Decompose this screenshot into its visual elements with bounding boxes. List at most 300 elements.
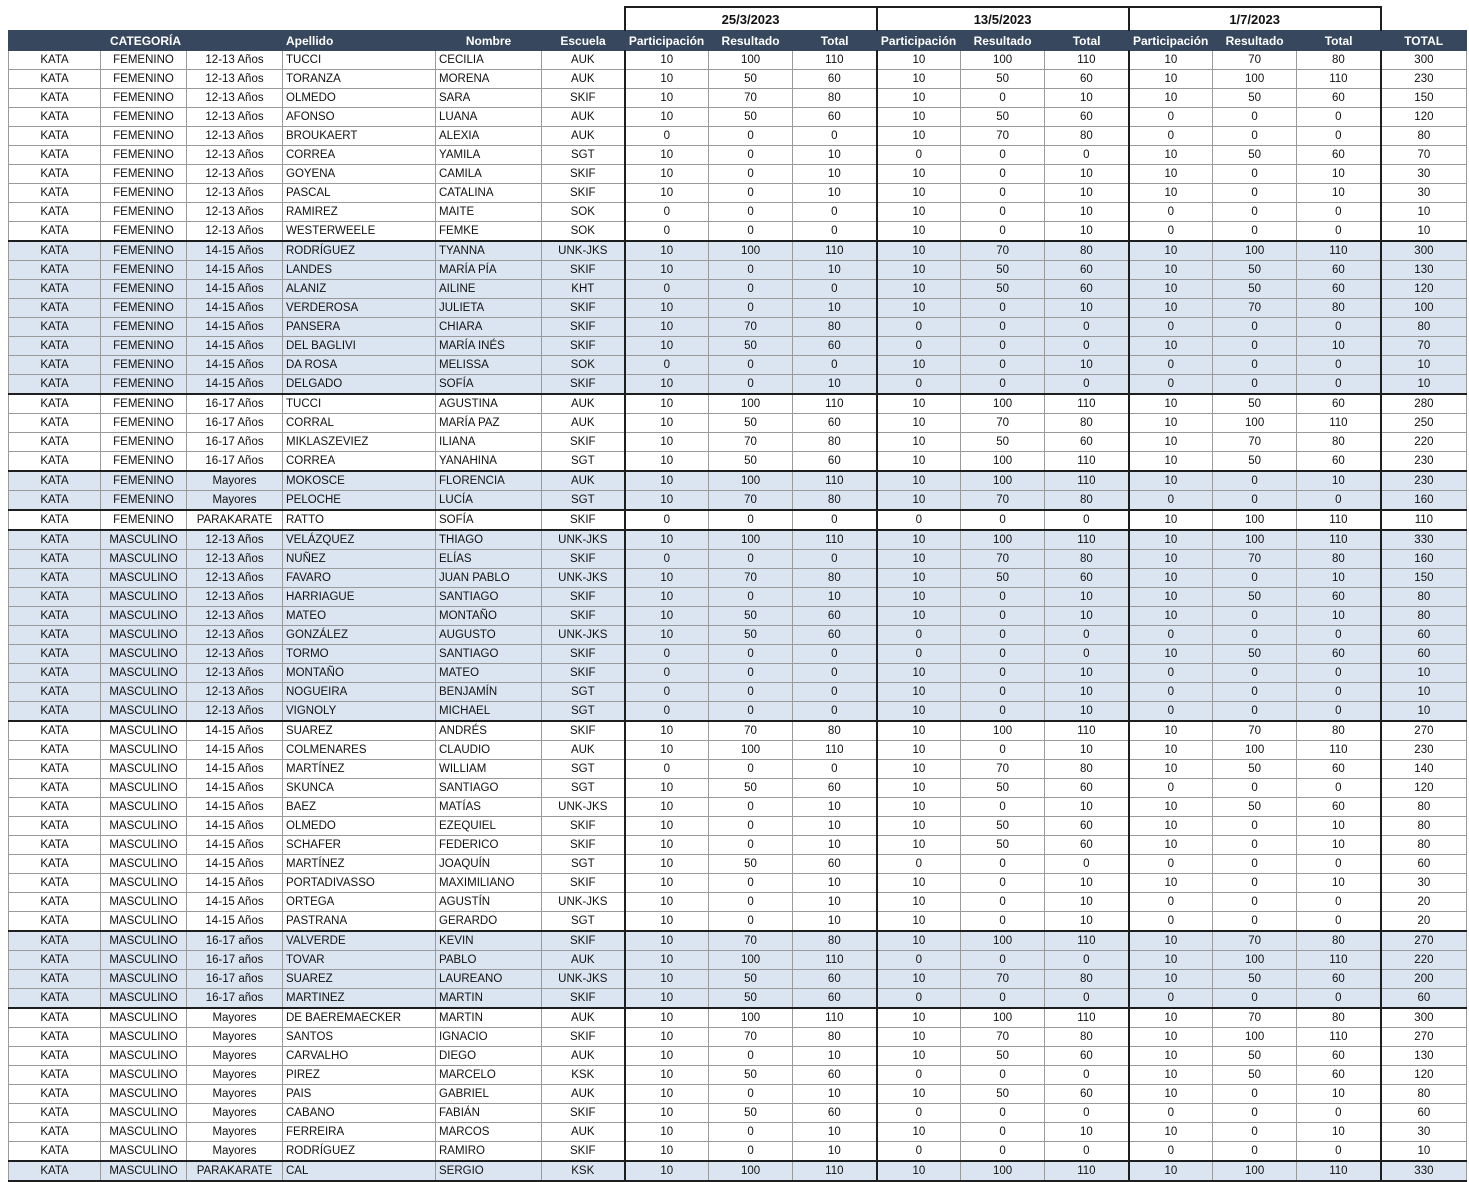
cell-grand-total[interactable]: 230: [1381, 452, 1467, 472]
cell-nombre[interactable]: MARÍA PAZ: [436, 414, 542, 433]
cell-participacion-3[interactable]: 10: [1129, 817, 1213, 836]
cell-resultado-3[interactable]: 0: [1213, 893, 1297, 912]
cell-total-1[interactable]: 80: [793, 721, 877, 741]
cell-nombre[interactable]: JUAN PABLO: [436, 569, 542, 588]
cell-apellido[interactable]: RATTO: [283, 510, 436, 530]
cell-genero[interactable]: MASCULINO: [101, 741, 187, 760]
cell-total-1[interactable]: 0: [793, 683, 877, 702]
cell-total-1[interactable]: 60: [793, 1104, 877, 1123]
cell-resultado-3[interactable]: 0: [1213, 127, 1297, 146]
cell-total-2[interactable]: 10: [1045, 588, 1129, 607]
cell-escuela[interactable]: SKIF: [542, 607, 625, 626]
cell-genero[interactable]: MASCULINO: [101, 912, 187, 932]
cell-nombre[interactable]: CATALINA: [436, 184, 542, 203]
cell-resultado-1[interactable]: 0: [709, 664, 793, 683]
cell-apellido[interactable]: MONTAÑO: [283, 664, 436, 683]
cell-resultado-3[interactable]: 100: [1213, 1161, 1297, 1181]
cell-nombre[interactable]: BENJAMÍN: [436, 683, 542, 702]
cell-total-3[interactable]: 80: [1297, 721, 1381, 741]
cell-apellido[interactable]: ORTEGA: [283, 893, 436, 912]
cell-participacion-2[interactable]: 10: [877, 108, 961, 127]
cell-total-1[interactable]: 110: [793, 1008, 877, 1028]
cell-edad[interactable]: PARAKARATE: [187, 1161, 283, 1181]
cell-resultado-2[interactable]: 70: [961, 127, 1045, 146]
cell-genero[interactable]: MASCULINO: [101, 951, 187, 970]
cell-total-1[interactable]: 10: [793, 817, 877, 836]
cell-resultado-1[interactable]: 0: [709, 146, 793, 165]
cell-participacion-1[interactable]: 10: [625, 299, 709, 318]
cell-total-1[interactable]: 10: [793, 165, 877, 184]
cell-escuela[interactable]: AUK: [542, 51, 625, 70]
cell-resultado-1[interactable]: 0: [709, 836, 793, 855]
cell-resultado-1[interactable]: 50: [709, 626, 793, 645]
cell-genero[interactable]: FEMENINO: [101, 318, 187, 337]
cell-total-1[interactable]: 10: [793, 299, 877, 318]
cell-resultado-1[interactable]: 50: [709, 855, 793, 874]
cell-resultado-2[interactable]: 0: [961, 203, 1045, 222]
cell-nombre[interactable]: TYANNA: [436, 241, 542, 261]
cell-total-2[interactable]: 80: [1045, 491, 1129, 511]
cell-edad[interactable]: 12-13 Años: [187, 89, 283, 108]
cell-total-1[interactable]: 0: [793, 645, 877, 664]
cell-total-1[interactable]: 0: [793, 127, 877, 146]
cell-participacion-2[interactable]: 10: [877, 127, 961, 146]
cell-edad[interactable]: 12-13 Años: [187, 683, 283, 702]
cell-genero[interactable]: MASCULINO: [101, 664, 187, 683]
cell-total-2[interactable]: 10: [1045, 203, 1129, 222]
cell-edad[interactable]: 12-13 Años: [187, 588, 283, 607]
cell-edad[interactable]: 16-17 Años: [187, 452, 283, 472]
cell-edad[interactable]: 14-15 Años: [187, 817, 283, 836]
cell-participacion-1[interactable]: 10: [625, 337, 709, 356]
cell-total-2[interactable]: 80: [1045, 970, 1129, 989]
cell-grand-total[interactable]: 80: [1381, 318, 1467, 337]
cell-participacion-2[interactable]: 10: [877, 741, 961, 760]
cell-total-1[interactable]: 60: [793, 1066, 877, 1085]
cell-total-2[interactable]: 0: [1045, 626, 1129, 645]
cell-nombre[interactable]: LUANA: [436, 108, 542, 127]
cell-apellido[interactable]: OLMEDO: [283, 89, 436, 108]
cell-resultado-1[interactable]: 100: [709, 394, 793, 414]
cell-escuela[interactable]: SKIF: [542, 433, 625, 452]
cell-total-1[interactable]: 10: [793, 261, 877, 280]
cell-total-2[interactable]: 10: [1045, 741, 1129, 760]
cell-resultado-3[interactable]: 70: [1213, 931, 1297, 951]
cell-total-3[interactable]: 0: [1297, 375, 1381, 395]
cell-escuela[interactable]: UNK-JKS: [542, 798, 625, 817]
cell-genero[interactable]: MASCULINO: [101, 550, 187, 569]
cell-disciplina[interactable]: KATA: [9, 607, 101, 626]
cell-resultado-1[interactable]: 0: [709, 550, 793, 569]
cell-resultado-2[interactable]: 70: [961, 970, 1045, 989]
cell-escuela[interactable]: SGT: [542, 779, 625, 798]
cell-total-1[interactable]: 10: [793, 874, 877, 893]
cell-grand-total[interactable]: 270: [1381, 721, 1467, 741]
cell-total-3[interactable]: 0: [1297, 1104, 1381, 1123]
cell-grand-total[interactable]: 270: [1381, 931, 1467, 951]
cell-nombre[interactable]: FABIÁN: [436, 1104, 542, 1123]
cell-participacion-1[interactable]: 0: [625, 664, 709, 683]
cell-genero[interactable]: MASCULINO: [101, 855, 187, 874]
cell-participacion-2[interactable]: 10: [877, 569, 961, 588]
cell-nombre[interactable]: MARÍA INÉS: [436, 337, 542, 356]
cell-apellido[interactable]: MARTINEZ: [283, 989, 436, 1009]
cell-nombre[interactable]: PABLO: [436, 951, 542, 970]
cell-nombre[interactable]: MORENA: [436, 70, 542, 89]
cell-disciplina[interactable]: KATA: [9, 1142, 101, 1162]
cell-total-2[interactable]: 0: [1045, 337, 1129, 356]
cell-grand-total[interactable]: 230: [1381, 70, 1467, 89]
cell-disciplina[interactable]: KATA: [9, 1008, 101, 1028]
cell-grand-total[interactable]: 10: [1381, 664, 1467, 683]
cell-participacion-3[interactable]: 10: [1129, 261, 1213, 280]
cell-total-1[interactable]: 80: [793, 569, 877, 588]
cell-resultado-2[interactable]: 50: [961, 433, 1045, 452]
cell-edad[interactable]: 12-13 Años: [187, 702, 283, 722]
cell-edad[interactable]: 14-15 Años: [187, 798, 283, 817]
cell-edad[interactable]: 12-13 Años: [187, 530, 283, 550]
cell-nombre[interactable]: SANTIAGO: [436, 588, 542, 607]
cell-total-3[interactable]: 0: [1297, 626, 1381, 645]
cell-resultado-1[interactable]: 70: [709, 721, 793, 741]
cell-participacion-1[interactable]: 0: [625, 645, 709, 664]
cell-participacion-2[interactable]: 10: [877, 931, 961, 951]
cell-total-2[interactable]: 110: [1045, 1161, 1129, 1181]
cell-resultado-1[interactable]: 0: [709, 1047, 793, 1066]
cell-resultado-3[interactable]: 50: [1213, 970, 1297, 989]
cell-apellido[interactable]: PASCAL: [283, 184, 436, 203]
cell-resultado-1[interactable]: 0: [709, 683, 793, 702]
cell-participacion-1[interactable]: 0: [625, 203, 709, 222]
cell-nombre[interactable]: FLORENCIA: [436, 471, 542, 491]
cell-apellido[interactable]: PASTRANA: [283, 912, 436, 932]
cell-total-1[interactable]: 80: [793, 931, 877, 951]
cell-total-1[interactable]: 80: [793, 318, 877, 337]
cell-participacion-1[interactable]: 0: [625, 702, 709, 722]
col-participacion-2[interactable]: Participación: [877, 31, 961, 51]
cell-apellido[interactable]: FAVARO: [283, 569, 436, 588]
cell-resultado-3[interactable]: 70: [1213, 721, 1297, 741]
cell-apellido[interactable]: DE BAEREMAECKER: [283, 1008, 436, 1028]
cell-grand-total[interactable]: 220: [1381, 951, 1467, 970]
cell-total-1[interactable]: 60: [793, 970, 877, 989]
cell-total-2[interactable]: 10: [1045, 184, 1129, 203]
cell-edad[interactable]: 16-17 años: [187, 951, 283, 970]
cell-total-2[interactable]: 0: [1045, 1104, 1129, 1123]
cell-resultado-2[interactable]: 70: [961, 241, 1045, 261]
cell-total-2[interactable]: 60: [1045, 261, 1129, 280]
cell-genero[interactable]: MASCULINO: [101, 1066, 187, 1085]
cell-edad[interactable]: 14-15 Años: [187, 836, 283, 855]
cell-escuela[interactable]: SGT: [542, 683, 625, 702]
cell-total-2[interactable]: 0: [1045, 510, 1129, 530]
cell-resultado-3[interactable]: 50: [1213, 645, 1297, 664]
cell-total-2[interactable]: 0: [1045, 645, 1129, 664]
cell-total-1[interactable]: 110: [793, 51, 877, 70]
cell-participacion-2[interactable]: 10: [877, 452, 961, 472]
cell-participacion-2[interactable]: 0: [877, 1142, 961, 1162]
cell-total-1[interactable]: 0: [793, 222, 877, 242]
cell-resultado-1[interactable]: 0: [709, 893, 793, 912]
cell-escuela[interactable]: AUK: [542, 70, 625, 89]
cell-total-3[interactable]: 60: [1297, 588, 1381, 607]
cell-resultado-1[interactable]: 50: [709, 70, 793, 89]
cell-grand-total[interactable]: 80: [1381, 607, 1467, 626]
cell-total-1[interactable]: 0: [793, 280, 877, 299]
cell-total-2[interactable]: 0: [1045, 951, 1129, 970]
cell-total-1[interactable]: 0: [793, 760, 877, 779]
cell-disciplina[interactable]: KATA: [9, 951, 101, 970]
cell-genero[interactable]: MASCULINO: [101, 1047, 187, 1066]
cell-escuela[interactable]: SKIF: [542, 89, 625, 108]
cell-apellido[interactable]: SCHAFER: [283, 836, 436, 855]
cell-total-2[interactable]: 80: [1045, 414, 1129, 433]
cell-resultado-1[interactable]: 70: [709, 569, 793, 588]
cell-apellido[interactable]: GOYENA: [283, 165, 436, 184]
cell-nombre[interactable]: ELÍAS: [436, 550, 542, 569]
cell-participacion-3[interactable]: 0: [1129, 893, 1213, 912]
cell-participacion-1[interactable]: 0: [625, 280, 709, 299]
cell-resultado-3[interactable]: 70: [1213, 299, 1297, 318]
cell-total-3[interactable]: 60: [1297, 89, 1381, 108]
cell-resultado-3[interactable]: 0: [1213, 318, 1297, 337]
cell-genero[interactable]: MASCULINO: [101, 817, 187, 836]
cell-total-1[interactable]: 10: [793, 798, 877, 817]
col-total-1[interactable]: Total: [793, 31, 877, 51]
cell-grand-total[interactable]: 110: [1381, 510, 1467, 530]
cell-apellido[interactable]: MIKLASZEVIEZ: [283, 433, 436, 452]
cell-edad[interactable]: 12-13 Años: [187, 184, 283, 203]
cell-participacion-2[interactable]: 10: [877, 530, 961, 550]
cell-resultado-2[interactable]: 0: [961, 874, 1045, 893]
cell-apellido[interactable]: TUCCI: [283, 394, 436, 414]
cell-genero[interactable]: MASCULINO: [101, 931, 187, 951]
col-escuela[interactable]: Escuela: [542, 31, 625, 51]
cell-participacion-1[interactable]: 10: [625, 1085, 709, 1104]
col-total-3[interactable]: Total: [1297, 31, 1381, 51]
cell-disciplina[interactable]: KATA: [9, 184, 101, 203]
cell-edad[interactable]: Mayores: [187, 1028, 283, 1047]
cell-disciplina[interactable]: KATA: [9, 1104, 101, 1123]
cell-edad[interactable]: 14-15 Años: [187, 760, 283, 779]
cell-resultado-1[interactable]: 50: [709, 108, 793, 127]
cell-participacion-3[interactable]: 10: [1129, 51, 1213, 70]
cell-resultado-1[interactable]: 0: [709, 203, 793, 222]
cell-participacion-2[interactable]: 10: [877, 702, 961, 722]
cell-genero[interactable]: MASCULINO: [101, 530, 187, 550]
cell-participacion-3[interactable]: 10: [1129, 510, 1213, 530]
cell-participacion-1[interactable]: 0: [625, 222, 709, 242]
cell-grand-total[interactable]: 280: [1381, 394, 1467, 414]
cell-total-3[interactable]: 80: [1297, 550, 1381, 569]
cell-escuela[interactable]: SKIF: [542, 645, 625, 664]
cell-disciplina[interactable]: KATA: [9, 375, 101, 395]
cell-disciplina[interactable]: KATA: [9, 970, 101, 989]
cell-total-1[interactable]: 80: [793, 89, 877, 108]
cell-disciplina[interactable]: KATA: [9, 356, 101, 375]
cell-escuela[interactable]: UNK-JKS: [542, 530, 625, 550]
cell-participacion-2[interactable]: 10: [877, 70, 961, 89]
cell-disciplina[interactable]: KATA: [9, 721, 101, 741]
cell-participacion-3[interactable]: 10: [1129, 550, 1213, 569]
cell-edad[interactable]: 12-13 Años: [187, 165, 283, 184]
cell-total-2[interactable]: 80: [1045, 760, 1129, 779]
cell-resultado-2[interactable]: 0: [961, 645, 1045, 664]
cell-escuela[interactable]: SGT: [542, 146, 625, 165]
cell-total-2[interactable]: 60: [1045, 779, 1129, 798]
cell-resultado-2[interactable]: 0: [961, 741, 1045, 760]
cell-disciplina[interactable]: KATA: [9, 779, 101, 798]
cell-participacion-3[interactable]: 10: [1129, 1047, 1213, 1066]
cell-resultado-1[interactable]: 0: [709, 127, 793, 146]
cell-participacion-2[interactable]: 10: [877, 1085, 961, 1104]
cell-escuela[interactable]: KSK: [542, 1066, 625, 1085]
cell-resultado-1[interactable]: 0: [709, 874, 793, 893]
cell-edad[interactable]: 12-13 Años: [187, 108, 283, 127]
cell-resultado-1[interactable]: 0: [709, 261, 793, 280]
cell-total-3[interactable]: 80: [1297, 433, 1381, 452]
cell-disciplina[interactable]: KATA: [9, 741, 101, 760]
cell-nombre[interactable]: MATEO: [436, 664, 542, 683]
cell-disciplina[interactable]: KATA: [9, 280, 101, 299]
cell-total-3[interactable]: 110: [1297, 414, 1381, 433]
cell-resultado-3[interactable]: 0: [1213, 569, 1297, 588]
cell-total-3[interactable]: 0: [1297, 222, 1381, 242]
cell-participacion-3[interactable]: 0: [1129, 855, 1213, 874]
cell-participacion-1[interactable]: 10: [625, 931, 709, 951]
cell-disciplina[interactable]: KATA: [9, 874, 101, 893]
cell-resultado-1[interactable]: 100: [709, 741, 793, 760]
cell-escuela[interactable]: SKIF: [542, 299, 625, 318]
cell-participacion-1[interactable]: 10: [625, 951, 709, 970]
cell-escuela[interactable]: UNK-JKS: [542, 970, 625, 989]
cell-escuela[interactable]: SKIF: [542, 165, 625, 184]
cell-apellido[interactable]: TUCCI: [283, 51, 436, 70]
cell-edad[interactable]: 16-17 Años: [187, 394, 283, 414]
cell-total-2[interactable]: 60: [1045, 836, 1129, 855]
cell-genero[interactable]: FEMENINO: [101, 241, 187, 261]
cell-genero[interactable]: FEMENINO: [101, 203, 187, 222]
cell-total-3[interactable]: 0: [1297, 855, 1381, 874]
cell-escuela[interactable]: SKIF: [542, 318, 625, 337]
cell-nombre[interactable]: FEMKE: [436, 222, 542, 242]
cell-resultado-3[interactable]: 50: [1213, 798, 1297, 817]
cell-participacion-2[interactable]: 10: [877, 414, 961, 433]
cell-grand-total[interactable]: 10: [1381, 222, 1467, 242]
cell-participacion-1[interactable]: 10: [625, 471, 709, 491]
cell-resultado-1[interactable]: 50: [709, 779, 793, 798]
cell-participacion-1[interactable]: 10: [625, 414, 709, 433]
cell-participacion-2[interactable]: 10: [877, 1123, 961, 1142]
cell-resultado-3[interactable]: 70: [1213, 433, 1297, 452]
cell-disciplina[interactable]: KATA: [9, 414, 101, 433]
cell-total-3[interactable]: 10: [1297, 165, 1381, 184]
cell-nombre[interactable]: CECILIA: [436, 51, 542, 70]
cell-apellido[interactable]: PORTADIVASSO: [283, 874, 436, 893]
cell-participacion-2[interactable]: 10: [877, 970, 961, 989]
cell-total-3[interactable]: 110: [1297, 951, 1381, 970]
cell-disciplina[interactable]: KATA: [9, 222, 101, 242]
cell-edad[interactable]: 14-15 Años: [187, 280, 283, 299]
cell-nombre[interactable]: AGUSTINA: [436, 394, 542, 414]
cell-total-3[interactable]: 0: [1297, 491, 1381, 511]
cell-resultado-3[interactable]: 50: [1213, 760, 1297, 779]
cell-total-3[interactable]: 0: [1297, 108, 1381, 127]
cell-participacion-3[interactable]: 10: [1129, 1066, 1213, 1085]
cell-resultado-3[interactable]: 0: [1213, 1085, 1297, 1104]
cell-apellido[interactable]: RODRÍGUEZ: [283, 241, 436, 261]
cell-escuela[interactable]: SKIF: [542, 989, 625, 1009]
cell-genero[interactable]: FEMENINO: [101, 280, 187, 299]
cell-resultado-3[interactable]: 0: [1213, 222, 1297, 242]
cell-resultado-2[interactable]: 0: [961, 356, 1045, 375]
cell-participacion-3[interactable]: 0: [1129, 912, 1213, 932]
cell-resultado-1[interactable]: 0: [709, 645, 793, 664]
cell-resultado-2[interactable]: 100: [961, 1161, 1045, 1181]
cell-participacion-2[interactable]: 0: [877, 146, 961, 165]
cell-participacion-3[interactable]: 0: [1129, 683, 1213, 702]
cell-total-3[interactable]: 110: [1297, 741, 1381, 760]
cell-resultado-3[interactable]: 0: [1213, 165, 1297, 184]
cell-resultado-2[interactable]: 0: [961, 184, 1045, 203]
cell-escuela[interactable]: SOK: [542, 356, 625, 375]
cell-nombre[interactable]: LAUREANO: [436, 970, 542, 989]
cell-participacion-2[interactable]: 10: [877, 1028, 961, 1047]
cell-participacion-1[interactable]: 10: [625, 721, 709, 741]
cell-participacion-2[interactable]: 10: [877, 893, 961, 912]
cell-participacion-3[interactable]: 10: [1129, 569, 1213, 588]
cell-resultado-1[interactable]: 0: [709, 510, 793, 530]
cell-escuela[interactable]: UNK-JKS: [542, 241, 625, 261]
cell-disciplina[interactable]: KATA: [9, 146, 101, 165]
cell-total-3[interactable]: 60: [1297, 394, 1381, 414]
cell-escuela[interactable]: SKIF: [542, 375, 625, 395]
cell-resultado-1[interactable]: 0: [709, 912, 793, 932]
cell-resultado-3[interactable]: 70: [1213, 550, 1297, 569]
cell-nombre[interactable]: YANAHINA: [436, 452, 542, 472]
cell-participacion-3[interactable]: 10: [1129, 1085, 1213, 1104]
cell-total-2[interactable]: 110: [1045, 721, 1129, 741]
cell-nombre[interactable]: SARA: [436, 89, 542, 108]
cell-total-3[interactable]: 10: [1297, 337, 1381, 356]
cell-grand-total[interactable]: 80: [1381, 588, 1467, 607]
cell-total-1[interactable]: 60: [793, 607, 877, 626]
cell-genero[interactable]: MASCULINO: [101, 607, 187, 626]
cell-nombre[interactable]: MARCOS: [436, 1123, 542, 1142]
cell-nombre[interactable]: JOAQUÍN: [436, 855, 542, 874]
cell-participacion-1[interactable]: 10: [625, 165, 709, 184]
cell-participacion-2[interactable]: 10: [877, 280, 961, 299]
cell-total-2[interactable]: 10: [1045, 702, 1129, 722]
cell-resultado-1[interactable]: 0: [709, 184, 793, 203]
cell-resultado-2[interactable]: 50: [961, 280, 1045, 299]
cell-resultado-3[interactable]: 100: [1213, 1028, 1297, 1047]
cell-total-1[interactable]: 0: [793, 356, 877, 375]
cell-nombre[interactable]: DIEGO: [436, 1047, 542, 1066]
cell-participacion-1[interactable]: 0: [625, 550, 709, 569]
cell-nombre[interactable]: LUCÍA: [436, 491, 542, 511]
cell-participacion-1[interactable]: 10: [625, 607, 709, 626]
cell-participacion-1[interactable]: 10: [625, 626, 709, 645]
cell-total-2[interactable]: 60: [1045, 433, 1129, 452]
cell-edad[interactable]: 14-15 Años: [187, 893, 283, 912]
cell-total-1[interactable]: 80: [793, 491, 877, 511]
cell-edad[interactable]: 14-15 Años: [187, 318, 283, 337]
cell-total-1[interactable]: 10: [793, 893, 877, 912]
cell-resultado-2[interactable]: 0: [961, 337, 1045, 356]
cell-resultado-2[interactable]: 0: [961, 683, 1045, 702]
cell-resultado-1[interactable]: 0: [709, 817, 793, 836]
